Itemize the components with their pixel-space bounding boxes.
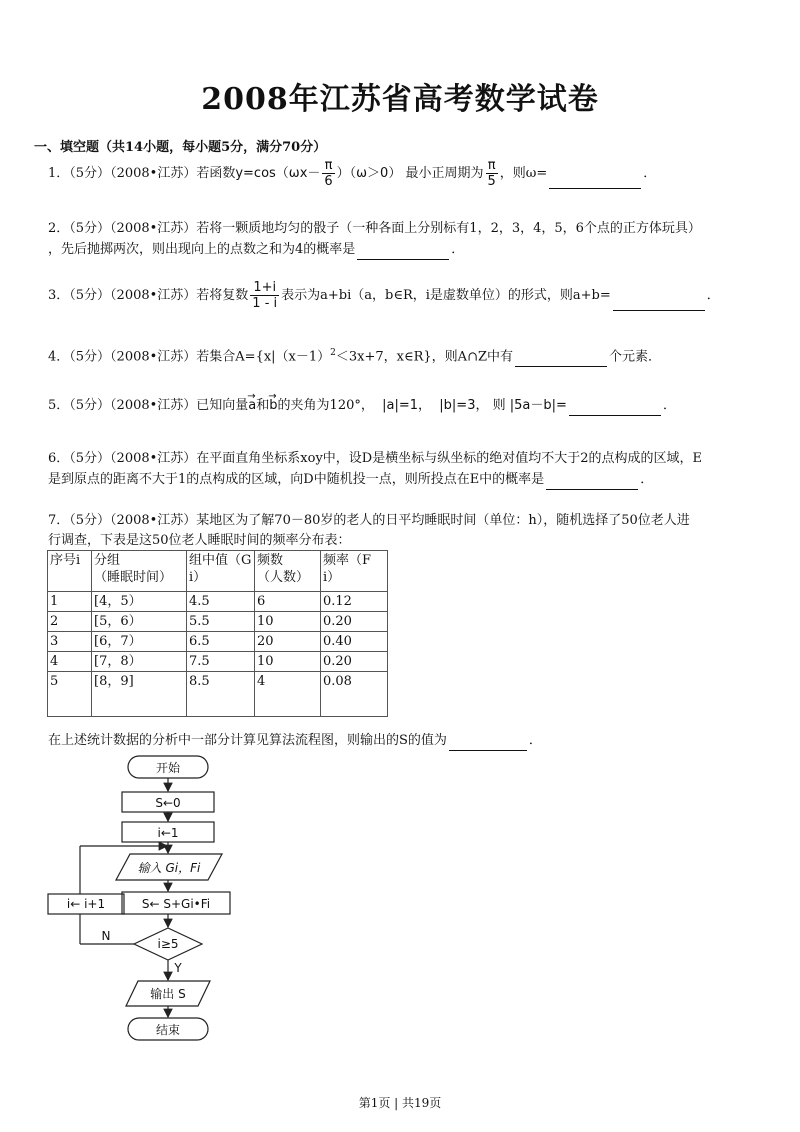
table-cell: 5.5 (187, 612, 255, 632)
table-cell: 3 (48, 632, 92, 652)
q5-end: ． (662, 398, 676, 413)
q5-vector-b: → b (269, 396, 277, 416)
table-cell: [6，7） (92, 632, 187, 652)
q5-text: 5．（5分）（2008•江苏）已知向量 (48, 398, 249, 413)
table-cell: [8，9] (92, 672, 187, 717)
table-row (48, 632, 388, 652)
flow-output-label: 输出 S (150, 987, 186, 1001)
q4-exponent: 2 (330, 348, 336, 358)
q5-vector-a: → a (248, 396, 256, 416)
page-footer: 第1页 | 共19页 (358, 1096, 442, 1110)
question-1 (48, 158, 656, 189)
frequency-table (47, 550, 388, 717)
q4-text: 4．（5分）（2008•江苏）若集合A={x|（x－1） (48, 349, 331, 365)
table-cell: 0.08 (321, 672, 388, 717)
question-3 (48, 280, 720, 311)
table-header-cell: 组中值（G i） (187, 551, 255, 592)
table-row (48, 672, 388, 717)
table-cell: 0.20 (321, 612, 388, 632)
q4-end: 个元素． (609, 349, 662, 365)
q7-text: 在上述统计数据的分析中一部分计算见算法流程图，则输出的S的值为 (48, 733, 447, 748)
q6-text: 是到原点的距离不大于1的点构成的区域，向D中随机投一点，则所投点在E中的概率是 (48, 472, 545, 487)
table-cell: 10 (255, 652, 321, 672)
q1-fraction-pi-5: $\frac{\pi}{5}$ (487, 158, 496, 189)
q3-text: 3．（5分）（2008•江苏）若将复数 (48, 288, 249, 303)
question-7-line-1: 7．（5分）（2008•江苏）某地区为了解70－80岁的老人的日平均睡眠时间（单位：h），随机选择了50位老人进 (48, 513, 690, 528)
q1-text-period: 最小正周期为 (405, 166, 484, 181)
section-heading: 一、填空题（共14小题，每小题5分，满分70分） (34, 140, 327, 155)
q5-abs-a: |a|=1， (382, 398, 432, 413)
table-cell: 0.12 (321, 592, 388, 612)
q3-fraction: $\frac{1+i}{1 - i}$ (252, 280, 278, 311)
table-cell: 6.5 (187, 632, 255, 652)
flow-start-label: 开始 (155, 761, 181, 775)
q3-answer-blank[interactable] (613, 296, 705, 311)
table-cell: 4 (255, 672, 321, 717)
table-header-cell: 分组 （睡眠时间） (92, 551, 187, 592)
q1-number: 1． (48, 166, 70, 181)
q2-answer-blank[interactable] (357, 245, 449, 260)
table-cell: 5 (48, 672, 92, 717)
table-cell: 4.5 (187, 592, 255, 612)
flow-input-label: 输入 Gi，Fi (137, 861, 201, 875)
table-header-cell: 序号i (48, 551, 92, 592)
q1-answer-blank[interactable] (549, 174, 641, 189)
table-row (48, 652, 388, 672)
table-cell: 2 (48, 612, 92, 632)
q5-text-angle: 的夹角为120°， (277, 398, 374, 413)
question-2-line-2 (48, 240, 464, 260)
q5-then: 则 (492, 398, 506, 413)
table-cell: 6 (255, 592, 321, 612)
q3-end: ． (706, 288, 720, 303)
question-5 (48, 396, 676, 416)
q5-abs-b: |b|=3， (439, 398, 489, 413)
table-cell: 8.5 (187, 672, 255, 717)
table-row (48, 612, 388, 632)
table-cell: 4 (48, 652, 92, 672)
q2-end: ． (451, 242, 465, 257)
table-cell: [4，5） (92, 592, 187, 612)
flow-yes-label: Y (174, 961, 182, 975)
table-cell: 1 (48, 592, 92, 612)
q5-and: 和 (256, 398, 270, 413)
table-header-cell: 频率（F i） (321, 551, 388, 592)
question-6-line-1: 6．（5分）（2008•江苏）在平面直角坐标系xoy中，设D是横坐标与纵坐标的绝对值均不大于2的点构成的区域，E (48, 451, 702, 466)
q1-formula-tail: ）（ω＞0） (336, 166, 402, 181)
table-header-row (48, 551, 388, 592)
q7-end: ． (528, 733, 542, 748)
table-cell: 0.20 (321, 652, 388, 672)
q1-end: ． (643, 166, 657, 181)
table-row (48, 592, 388, 612)
page-title: 2008年江苏省高考数学试卷 (201, 82, 599, 117)
question-4 (48, 343, 661, 367)
q6-answer-blank[interactable] (546, 475, 638, 490)
table-header-cell: 频数 （人数） (255, 551, 321, 592)
table-cell: [7，8） (92, 652, 187, 672)
q1-text-omega: ，则ω= (499, 166, 548, 181)
flow-init-s-label: S←0 (155, 796, 181, 810)
flow-end-label: 结束 (155, 1023, 181, 1037)
q4-text-tail: ＜3x+7，x∈R}，则A∩Z中有 (335, 349, 513, 365)
question-7-after-table (48, 731, 542, 751)
q7-answer-blank[interactable] (449, 736, 527, 751)
flow-init-i-label: i←1 (157, 826, 179, 840)
q4-answer-blank[interactable] (515, 352, 607, 367)
q1-text: 若函数 (196, 166, 236, 181)
q6-end: ． (640, 472, 654, 487)
question-6-line-2 (48, 470, 653, 490)
algorithm-flowchart (40, 750, 270, 1050)
q1-fraction-pi-6: $\frac{\pi}{6}$ (324, 158, 333, 189)
table-cell: 10 (255, 612, 321, 632)
table-cell: 0.40 (321, 632, 388, 652)
q5-answer-blank[interactable] (569, 401, 661, 416)
question-2-line-1: 2．（5分）（2008•江苏）若将一颗质地均匀的骰子（一种各面上分别标有1，2，3，4，5，6个点的正方体玩具） (48, 221, 701, 236)
q3-text-tail: 表示为a+bi（a，b∈R，i是虚数单位）的形式，则a+b= (281, 288, 611, 303)
q5-expression: |5a－b|= (509, 398, 567, 413)
table-cell: 20 (255, 632, 321, 652)
flow-no-label: N (101, 929, 111, 943)
q2-text: ，先后抛掷两次，则出现向上的点数之和为4的概率是 (48, 242, 356, 257)
flow-increment-label: i← i+1 (66, 897, 106, 911)
table-cell: [5，6） (92, 612, 187, 632)
q1-formula: y=cos（ωx－ (235, 166, 321, 181)
flow-decision-label: i≥5 (157, 937, 179, 951)
table-cell: 7.5 (187, 652, 255, 672)
flow-accumulate-label: S← S+Gi•Fi (141, 897, 211, 911)
question-7-line-2: 行调查，下表是这50位老人睡眠时间的频率分布表： (48, 533, 351, 548)
q1-points: （5分） (69, 166, 111, 181)
q1-source: （2008•江苏） (110, 166, 197, 181)
